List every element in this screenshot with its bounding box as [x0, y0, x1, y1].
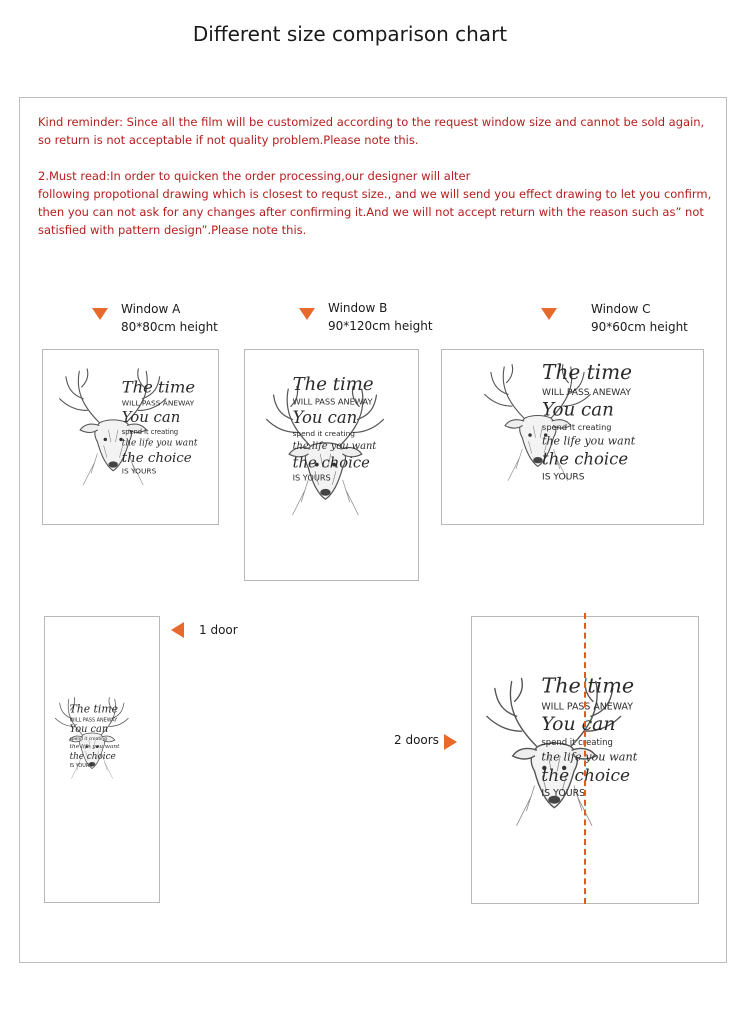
- triangle-down-icon: [299, 308, 315, 320]
- deer-nose: [533, 457, 542, 463]
- artwork-text: WILL PASS ANEWAY: [541, 701, 633, 713]
- artwork-text: The time: [69, 702, 119, 716]
- triangle-left-icon: [171, 622, 184, 638]
- artwork-text: WILL PASS ANEWAY: [69, 717, 118, 724]
- notice-line: so return is not acceptable if not quality problem.Please note this.: [38, 133, 419, 147]
- artwork-text: You can: [541, 714, 616, 736]
- artwork-text: The time: [292, 373, 374, 395]
- artwork-text: the life you want: [121, 438, 198, 449]
- window-b-label: [328, 299, 433, 335]
- artwork-text: The time: [542, 359, 633, 384]
- door-split-line: [584, 613, 586, 904]
- triangle-down-icon: [92, 308, 108, 320]
- antler-left: [60, 369, 99, 422]
- artwork-text: spend it creating: [292, 428, 355, 439]
- deer-artwork-image: [43, 350, 218, 524]
- triangle-right-icon: [444, 734, 457, 750]
- artwork-text: IS YOURS: [542, 472, 585, 483]
- artwork-text: The time: [541, 673, 635, 698]
- artwork-text: IS YOURS: [121, 466, 157, 476]
- notice-line: Kind reminder: Since all the film will be customized according to the request window size and cannot be sold again,: [38, 115, 705, 129]
- kind-reminder-notice: [38, 113, 704, 149]
- artwork-text: spend it creating: [121, 427, 179, 436]
- window-name: Window C: [591, 302, 651, 316]
- artwork-text: the choice: [541, 765, 631, 786]
- notice-line: then you can not ask for any changes after confirming it.And we will not accept return with the reason such as” not: [38, 205, 704, 219]
- artwork-text: You can: [542, 399, 614, 421]
- artwork-text: The time: [121, 377, 196, 397]
- artwork-text: the choice: [69, 751, 116, 763]
- artwork-text: the life you want: [542, 434, 636, 448]
- window-c-label: [591, 300, 688, 336]
- artwork-text: spend it creating: [542, 421, 612, 432]
- artwork-text: IS YOURS: [292, 472, 331, 483]
- deer-artwork-image: [45, 617, 159, 902]
- notice-line: following propotional drawing which is closest to requst size., and we will send you effect drawing to let you confirm,: [38, 187, 712, 201]
- one-door-label: 1 door: [199, 623, 238, 637]
- window-name: Window A: [121, 302, 181, 316]
- artwork-text: the choice: [542, 449, 629, 469]
- deer-nose: [108, 461, 117, 467]
- deer-ear: [80, 424, 99, 432]
- artwork-text: WILL PASS ANEWAY: [121, 398, 195, 408]
- window-b-preview: [244, 349, 419, 581]
- artwork-text: spend it creating: [541, 737, 613, 748]
- antler-left: [487, 679, 537, 747]
- artwork-text: IS YOURS: [541, 788, 586, 800]
- artwork-lettering: [541, 673, 637, 799]
- artwork-text: You can: [69, 724, 109, 736]
- artwork-text: the life you want: [69, 744, 120, 751]
- window-name: Window B: [328, 301, 388, 315]
- window-size: 80*80cm height: [121, 320, 218, 334]
- window-size: 90*120cm height: [328, 319, 433, 333]
- deer-nose: [320, 489, 330, 496]
- artwork-text: IS YOURS: [69, 762, 93, 769]
- deer-artwork-image: [245, 350, 418, 580]
- artwork-text: WILL PASS ANEWAY: [542, 388, 631, 399]
- must-read-notice: [38, 167, 711, 239]
- two-doors-label: 2 doors: [394, 733, 439, 747]
- notice-line: satisfied with pattern design”.Please note this.: [38, 223, 307, 237]
- deer-eye: [104, 438, 107, 441]
- page-title: Different size comparison chart: [192, 22, 508, 46]
- artwork-text: spend it creating: [69, 737, 107, 743]
- triangle-down-icon: [541, 308, 557, 320]
- window-a-label: [121, 300, 218, 336]
- artwork-lettering: [293, 374, 377, 483]
- artwork-text: WILL PASS ANEWAY: [292, 396, 373, 407]
- window-c-preview: [441, 349, 704, 525]
- deer-ear: [513, 748, 537, 759]
- notice-line: 2.Must read:In order to quicken the order processing,our designer will alter: [38, 169, 471, 183]
- deer-ear: [505, 420, 524, 428]
- artwork-text: the life you want: [541, 750, 638, 764]
- artwork-text: the life you want: [292, 441, 377, 453]
- deer-artwork-image: [442, 350, 703, 524]
- one-door-preview: [44, 616, 160, 903]
- artwork-text: the choice: [121, 450, 192, 466]
- window-size: 90*60cm height: [591, 320, 688, 334]
- antler-left: [485, 365, 524, 418]
- artwork-text: the choice: [292, 454, 370, 472]
- deer-eye: [528, 433, 531, 436]
- window-a-preview: [42, 349, 219, 525]
- artwork-text: You can: [292, 407, 358, 427]
- artwork-text: You can: [121, 408, 181, 426]
